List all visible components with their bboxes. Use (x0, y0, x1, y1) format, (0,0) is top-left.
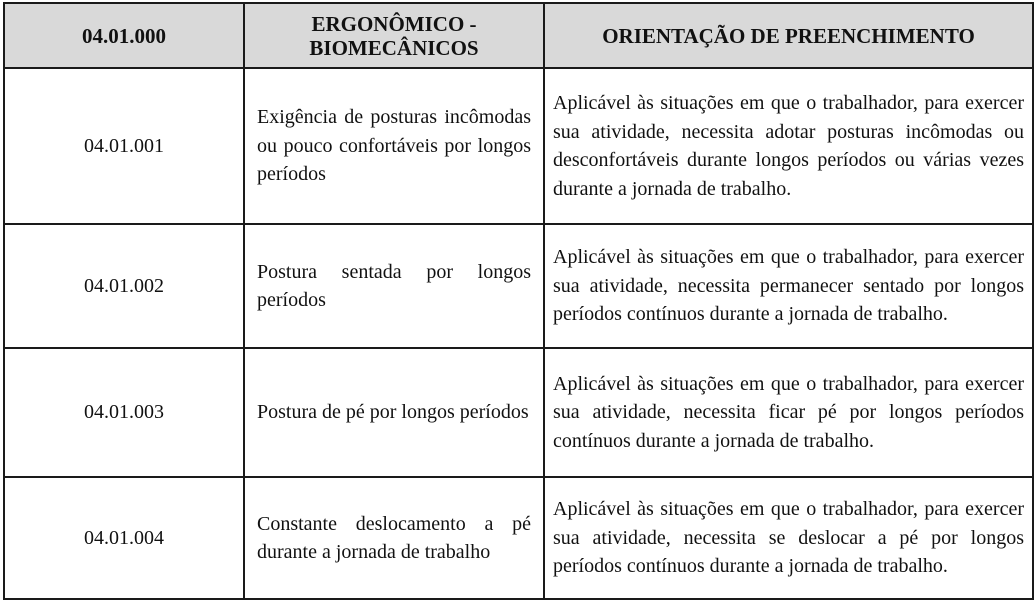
row-code: 04.01.004 (4, 477, 244, 599)
row-risk (244, 224, 544, 348)
header-code: 04.01.000 (4, 3, 244, 68)
row-risk (244, 348, 544, 477)
row-code: 04.01.002 (4, 224, 244, 348)
row-code: 04.01.003 (4, 348, 244, 477)
row-guidance (544, 477, 1033, 599)
table-row (4, 477, 1033, 599)
header-category (244, 3, 544, 68)
row-guidance (544, 68, 1033, 224)
table-row (4, 348, 1033, 477)
row-guidance (544, 224, 1033, 348)
row-risk (244, 477, 544, 599)
header-category-text: ERGONÔMICO - BIOMECÂNICOS (309, 11, 479, 60)
table-row (4, 224, 1033, 348)
row-risk (244, 68, 544, 224)
table-header-row (4, 3, 1033, 68)
row-guidance-text: Aplicável às situações em que o trabalhador, para exercer sua atividade, necessita ficar pé por longos períodos contínuos durante a jornada de trabalho. (553, 372, 1024, 452)
row-risk-text: Constante deslocamento a pé durante a jornada de trabalho (257, 512, 531, 563)
row-code: 04.01.001 (4, 68, 244, 224)
row-guidance (544, 348, 1033, 477)
row-guidance-text: Aplicável às situações em que o trabalhador, para exercer sua atividade, necessita permanecer sentado por longos períodos contínuos durante a jornada de trabalho. (553, 246, 1024, 326)
ergonomic-risk-table (3, 2, 1034, 600)
row-guidance-text: Aplicável às situações em que o trabalhador, para exercer sua atividade, necessita se deslocar a pé por longos períodos contínuos durante a jornada de trabalho. (553, 498, 1024, 578)
row-risk-text: Exigência de posturas incômodas ou pouco confortáveis por longos períodos (257, 106, 531, 186)
row-risk-text: Postura sentada por longos períodos (257, 260, 531, 311)
row-risk-text: Postura de pé por longos períodos (257, 401, 529, 424)
table-row (4, 68, 1033, 224)
row-guidance-text: Aplicável às situações em que o trabalhador, para exercer sua atividade, necessita adotar posturas incômodas ou desconfortáveis durante longos períodos ou várias vezes durante a jornada de trabalho. (553, 92, 1024, 200)
header-guidance: ORIENTAÇÃO DE PREENCHIMENTO (544, 3, 1033, 68)
